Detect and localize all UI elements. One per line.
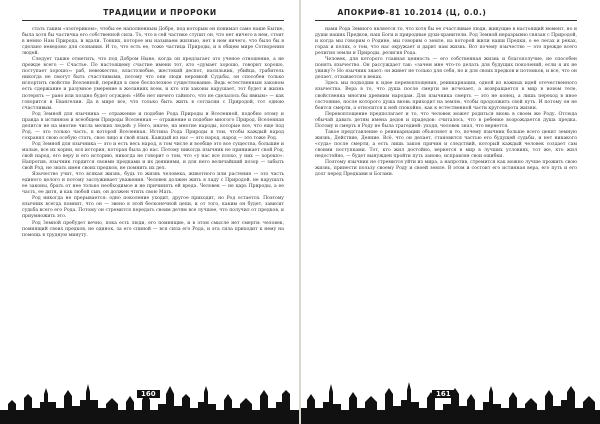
right-page-number: 161 [432,390,455,398]
left-paragraph: Род Земной пребудет вечно, пока есть люди, его помнящие, и в этом смысле нет смерти: человек, помнящий своих предков, не одинок, за его спиной — вся сила его Рода, и эта сила приходит к нему на помощь в трудную минуту. [22,220,284,238]
right-paragraph: Здесь мы подходим к идее перевоплощения, реинкарнации, одной из важных идей отечественного язычества. Вера в то, что душа после смерти не исчезает, а возвращается в мир в новом теле, свойственна многим древним народам. Для язычника смерть — это не конец, а лишь переход в иное состояние, после которого душа вновь приходит на землю, чтобы продолжить свой путь. И потому он не боится смерти, а относится к ней спокойно, как к естественной части круговорота жизни. [315,81,577,111]
right-body-text [315,27,577,383]
left-paragraph: стать таким «эзотериком», чтобы ее наполненным Добре, под которым он понимал само наше Бытие, была хотя бы частичка его собственной сила. То, что в сей частике ступит он, что нет ничего в нем, стоит в немно Нам Природа, и вдали. Тонких, которое мы называем жизнью, нет в нем ничего, что было бы в сделано неведомо для сознания. И то, что есть ее, тоже частица Природы, и в общем мире Сотворения людей. [22,27,284,57]
left-paragraph: Следует также отметить, что под Добром Ныне, когда он предлагает это ученое отношение, а не прежде всего — Счастье. По настоящему счастие имени тот, кто «думает хорошо, говорит хорошо, поступает хорошо»: раб, невежество, властолюбие, жестокий деспот, насильник, убийца, грабитель никогда не смогут быть счастливыми, потому что они люди неровной Судьбы, он способен только испортить свойство Вселенной, перейдя в свое бесполезное существование. Ведь естественным законом есть сдержание и разумное умерение в желаниях всем, и кто эти законы нарушает, тот будет и жизнь потерять — рано или поздно будет осужден: «Ибо нет ничего тайного, что не сделалось бы явным» — как говорится в Евангелии. Да в мире все, что только быть жить в согласии с Природой, тот одною счастливым. [22,57,284,111]
left-page [0,0,299,424]
right-running-header: АПОКРИФ-81 10.2014 (Ц, 0.0.) [337,8,487,17]
right-page [301,0,600,424]
left-paragraph: Род никогда не прерывается: одно поколение уходит, другое приходит, но Род остается. Поэтому язычник всегда помнит, что он — звено в этой бесконечной цепи, и от того, каким он будет, зависит судьба всего его Рода. Потому он стремится передать своим детям все лучшее, что получил от предков, и приумножить это. [22,196,284,220]
right-paragraph: Перевоплощение предполагает и то, что человек может родиться вновь в своем же Роду. Отсюда обычай давать детям имена дедов и прадедов: считалось, что в ребенке возрождается душа предка. Потому и смерть в Роду не была трагедией: уходя, человек знал, что вернется. [315,111,577,129]
right-paragraph: Такое представление о реинкарнации объясняет и то, почему язычник больше всего ценит земную жизнь, Действие, Деяние. Всё, что он делает, становится частью его будущей судьбы, и нет никакого «суда» после смерти, а есть лишь закон причин и следствий, который каждый человек создает сам своими поступками. Тот, кто жил достойно, вернется в мир в лучших условиях, тот же, кто жил недостойно, — будет вынужден пройти путь заново, исправляя свои ошибки. [315,129,577,159]
right-paragraph: Человек, для которого главная ценность — его собственная жизнь и благополучие, не способен понять язычество. Он рассуждает так: «зачем мне что-то делать для будущих поколений, если я их не увижу?» Но язычник знает: он живет не только для себя, но и для своих предков и потомков, и все, что он делает, отзывается в веках. [315,57,577,81]
left-paragraph: Род Земной для язычника — это и есть весь народ, в том числе и вообще это все существа, большие и малые, все их корни, вся история, которая была до нас. Потому никогда язычник не принижает свой Род, свой народ, его веру и его историю, никогда не говорит о том, что «у нас все плохо, у них — хорошо». Напротив, язычник гордится своими предками и их деяниями, и для него величайший позор — забыть свой Род, не знать имен своих предков, не помнить их дел. [22,141,284,172]
right-paragraph: Поэтому язычник не стремится уйти из мира, а напротив, стремится как можно лучше прожить свою жизнь, принести пользу своему Роду и своей земле. В этом и состоит его истинная вера, его путь и его долг перед Предками и Богами. [315,160,577,178]
left-paragraph: Язычество учит, что всякая жизнь, будь то жизнь человека, животного или растения — это часть единого целого и потому заслуживает уважения. Человек должен жить в ладу с Природой, не нарушать ее законы, брать от нее только необходимое и не причинять ей вреда. Человек — не царь Природы, а ее часть, ее дитя, и как любой сын, он должен чтить свою Мать. [22,172,284,196]
left-header-rule [22,20,284,21]
left-running-header: ТРАДИЦИИ И ПРОРОКИ [103,8,217,17]
right-paragraph: нами Рода Земного является то, что хотя бы ее счастливые люди, живущие в настоящий момент, но и души наших Предков, наш Боги и природные духи-хранители. Род Земной неразрывно связан с Природой, и когда мы говорим о Родине, мы говорим о земле, на которой жили наши Предки, о ее лесах и реках, горах и полях, о том, что нас окружает и дарит нам жизнь. Вот почему язычество — это прежде всего религия земли и Природы, религия Рода. [315,27,577,57]
left-body-text [22,27,284,383]
skyline-silhouette [301,382,600,424]
right-header-rule [315,20,577,21]
left-paragraph: Род Земной для язычника — отражение и подобие Рода Природы и Вселенной, подобно этому и правда в истинном и всеобщем Природы Вселенная — отражение и подобие многого Природ. Вселенная делится не на многие числа мелких людей: у Него, иначе, на многие народы, которые все, что еще под Род, — это только часть, в которой Вселенная. Истина Рода Природы в том, чтобы каждый народ сохранял свою особую стать, свое лицо и свой язык. Каждый из нас — это народ, народ — это тоже Род. [22,111,284,141]
left-page-number: 160 [137,390,160,398]
